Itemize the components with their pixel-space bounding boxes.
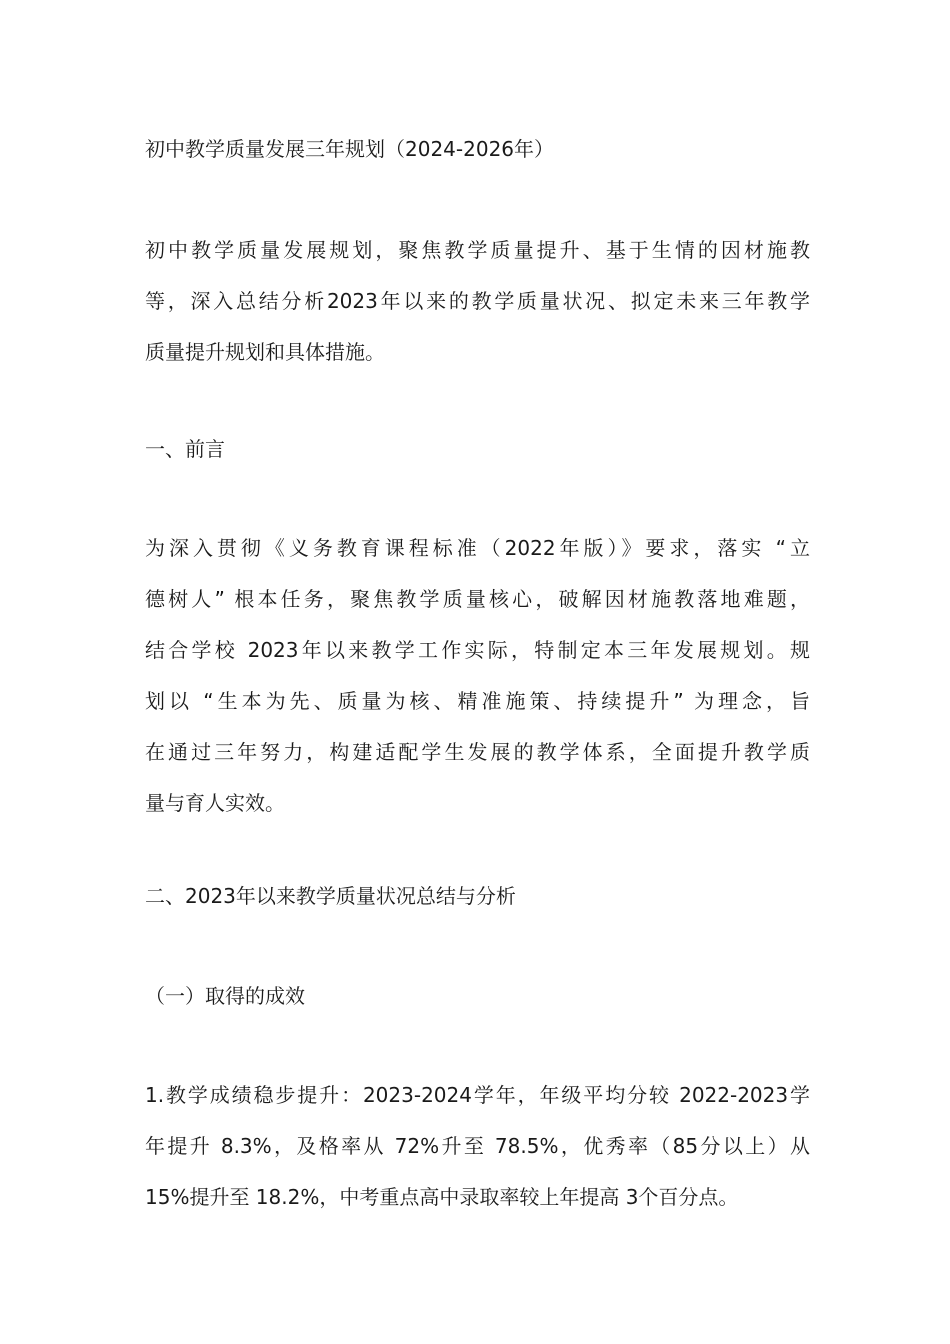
text-line: 划以 “生本为先、质量为核、精准施策、持续提升” 为理念，旨 bbox=[145, 689, 810, 713]
text-line: 初中教学质量发展规划，聚焦教学质量提升、基于生情的因材施教 bbox=[145, 238, 810, 262]
subsection-heading-achievements bbox=[145, 986, 810, 1006]
title-text: 初中教学质量发展三年规划（2024-2026年） bbox=[145, 137, 555, 161]
achievement-item-1 bbox=[145, 1085, 810, 1207]
text-line: 结合学校 2023年以来教学工作实际，特制定本三年发展规划。规 bbox=[145, 638, 810, 662]
section-heading-preface bbox=[145, 439, 810, 459]
text-line: 质量提升规划和具体措施。 bbox=[145, 340, 385, 364]
intro-paragraph bbox=[145, 240, 810, 362]
heading-text: 二、2023年以来教学质量状况总结与分析 bbox=[145, 884, 516, 908]
text-line: 年提升 8.3%，及格率从 72%升至 78.5%，优秀率（85分以上）从 bbox=[145, 1134, 810, 1158]
text-line: 量与育人实效。 bbox=[145, 791, 285, 815]
section-heading-summary bbox=[145, 886, 810, 906]
text-line: 德树人” 根本任务，聚焦教学质量核心，破解因材施教落地难题， bbox=[145, 587, 810, 611]
text-line: 1.教学成绩稳步提升：2023-2024学年，年级平均分较 2022-2023学 bbox=[145, 1083, 810, 1107]
text-line: 等，深入总结分析2023年以来的教学质量状况、拟定未来三年教学 bbox=[145, 289, 810, 313]
text-line: 15%提升至 18.2%，中考重点高中录取率较上年提高 3个百分点。 bbox=[145, 1185, 739, 1209]
preface-paragraph bbox=[145, 538, 810, 813]
document-title bbox=[145, 139, 810, 159]
heading-text: 一、前言 bbox=[145, 437, 225, 461]
text-line: 为深入贯彻《义务教育课程标准（2022年版）》要求，落实 “立 bbox=[145, 536, 810, 560]
subheading-text: （一）取得的成效 bbox=[145, 984, 305, 1008]
text-line: 在通过三年努力，构建适配学生发展的教学体系，全面提升教学质 bbox=[145, 740, 810, 764]
